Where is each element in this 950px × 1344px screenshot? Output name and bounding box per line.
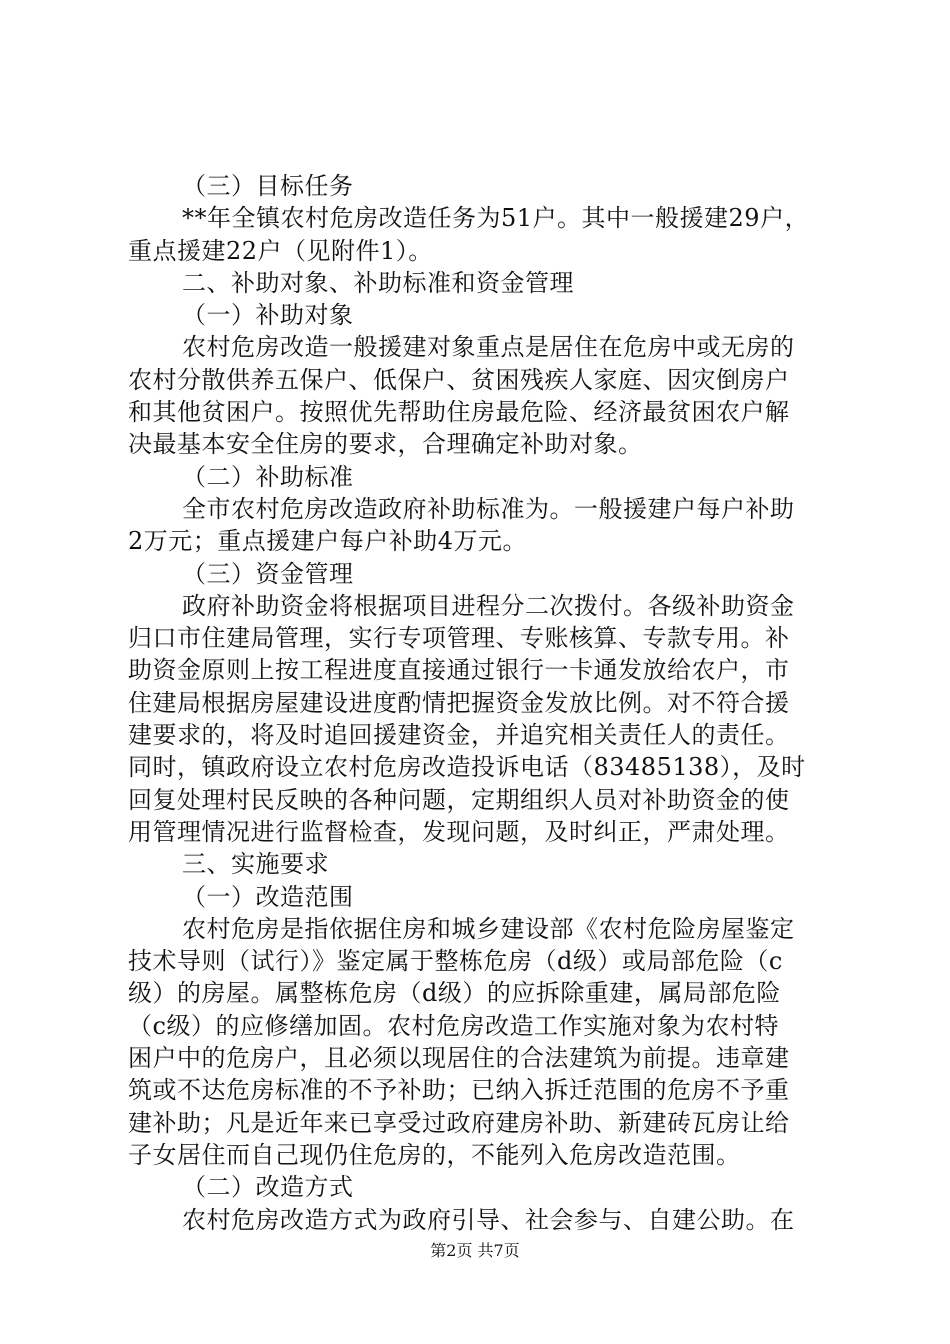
text-line: （二）补助标准 xyxy=(182,462,354,491)
text-line: 同时，镇政府设立农村危房改造投诉电话（83485138），及时 xyxy=(128,753,806,782)
text-line: 三、实施要求 xyxy=(182,850,329,879)
text-line: 子女居住而自己现仍住危房的，不能列入危房改造范围。 xyxy=(128,1140,741,1169)
text-line: 农村分散供养五保户、低保户、贫困残疾人家庭、因灾倒房户 xyxy=(128,365,790,394)
text-line: 建要求的，将及时追回援建资金，并追究相关责任人的责任。 xyxy=(128,721,790,750)
text-line: 农村危房改造一般援建对象重点是居住在危房中或无房的 xyxy=(182,333,795,362)
text-line: （一）改造范围 xyxy=(182,882,354,911)
text-line: 住建局根据房屋建设进度酌情把握资金发放比例。对不符合援 xyxy=(128,688,790,717)
text-line: 回复处理村民反映的各种问题，定期组织人员对补助资金的使 xyxy=(128,785,790,814)
text-line: （c级）的应修缮加固。农村危房改造工作实施对象为农村特 xyxy=(128,1011,779,1040)
text-line: 农村危房改造方式为政府引导、社会参与、自建公助。在 xyxy=(182,1205,795,1234)
text-line: 和其他贫困户。按照优先帮助住房最危险、经济最贫困农户解 xyxy=(128,398,790,427)
text-line: （三）资金管理 xyxy=(182,559,354,588)
text-line: 筑或不达危房标准的不予补助；已纳入拆迁范围的危房不予重 xyxy=(128,1076,790,1105)
text-line: 农村危房是指依据住房和城乡建设部《农村危险房屋鉴定 xyxy=(182,914,795,943)
text-line: 用管理情况进行监督检查，发现问题，及时纠正，严肃处理。 xyxy=(128,817,790,846)
text-line: 全市农村危房改造政府补助标准为。一般援建户每户补助 xyxy=(182,494,795,523)
text-line: 建补助；凡是近年来已享受过政府建房补助、新建砖瓦房让给 xyxy=(128,1108,790,1137)
text-line: （一）补助对象 xyxy=(182,301,354,330)
text-line: （二）改造方式 xyxy=(182,1173,354,1202)
text-line: 政府补助资金将根据项目进程分二次拨付。各级补助资金 xyxy=(182,591,795,620)
text-line: 助资金原则上按工程进度直接通过银行一卡通发放给农户，市 xyxy=(128,656,790,685)
page-footer xyxy=(0,1238,950,1261)
text-line: **年全镇农村危房改造任务为51户。其中一般援建29户， xyxy=(182,204,810,233)
text-line: 重点援建22户（见附件1）。 xyxy=(128,236,433,265)
text-line: 归口市住建局管理，实行专项管理、专账核算、专款专用。补 xyxy=(128,624,790,653)
text-line: 技术导则（试行）》鉴定属于整栋危房（d级）或局部危险（c xyxy=(128,947,783,976)
page-number-label: 第2页 共7页 xyxy=(430,1241,520,1260)
text-line: 决最基本安全住房的要求，合理确定补助对象。 xyxy=(128,430,643,459)
text-line: （三）目标任务 xyxy=(182,172,354,200)
text-line: 二、补助对象、补助标准和资金管理 xyxy=(182,268,574,297)
text-line: 2万元；重点援建户每户补助4万元。 xyxy=(128,527,528,556)
text-line: 困户中的危房户，且必须以现居住的合法建筑为前提。违章建 xyxy=(128,1044,790,1073)
document-body xyxy=(128,170,840,1236)
text-line: 级）的房屋。属整栋危房（d级）的应拆除重建，属局部危险 xyxy=(128,979,781,1008)
